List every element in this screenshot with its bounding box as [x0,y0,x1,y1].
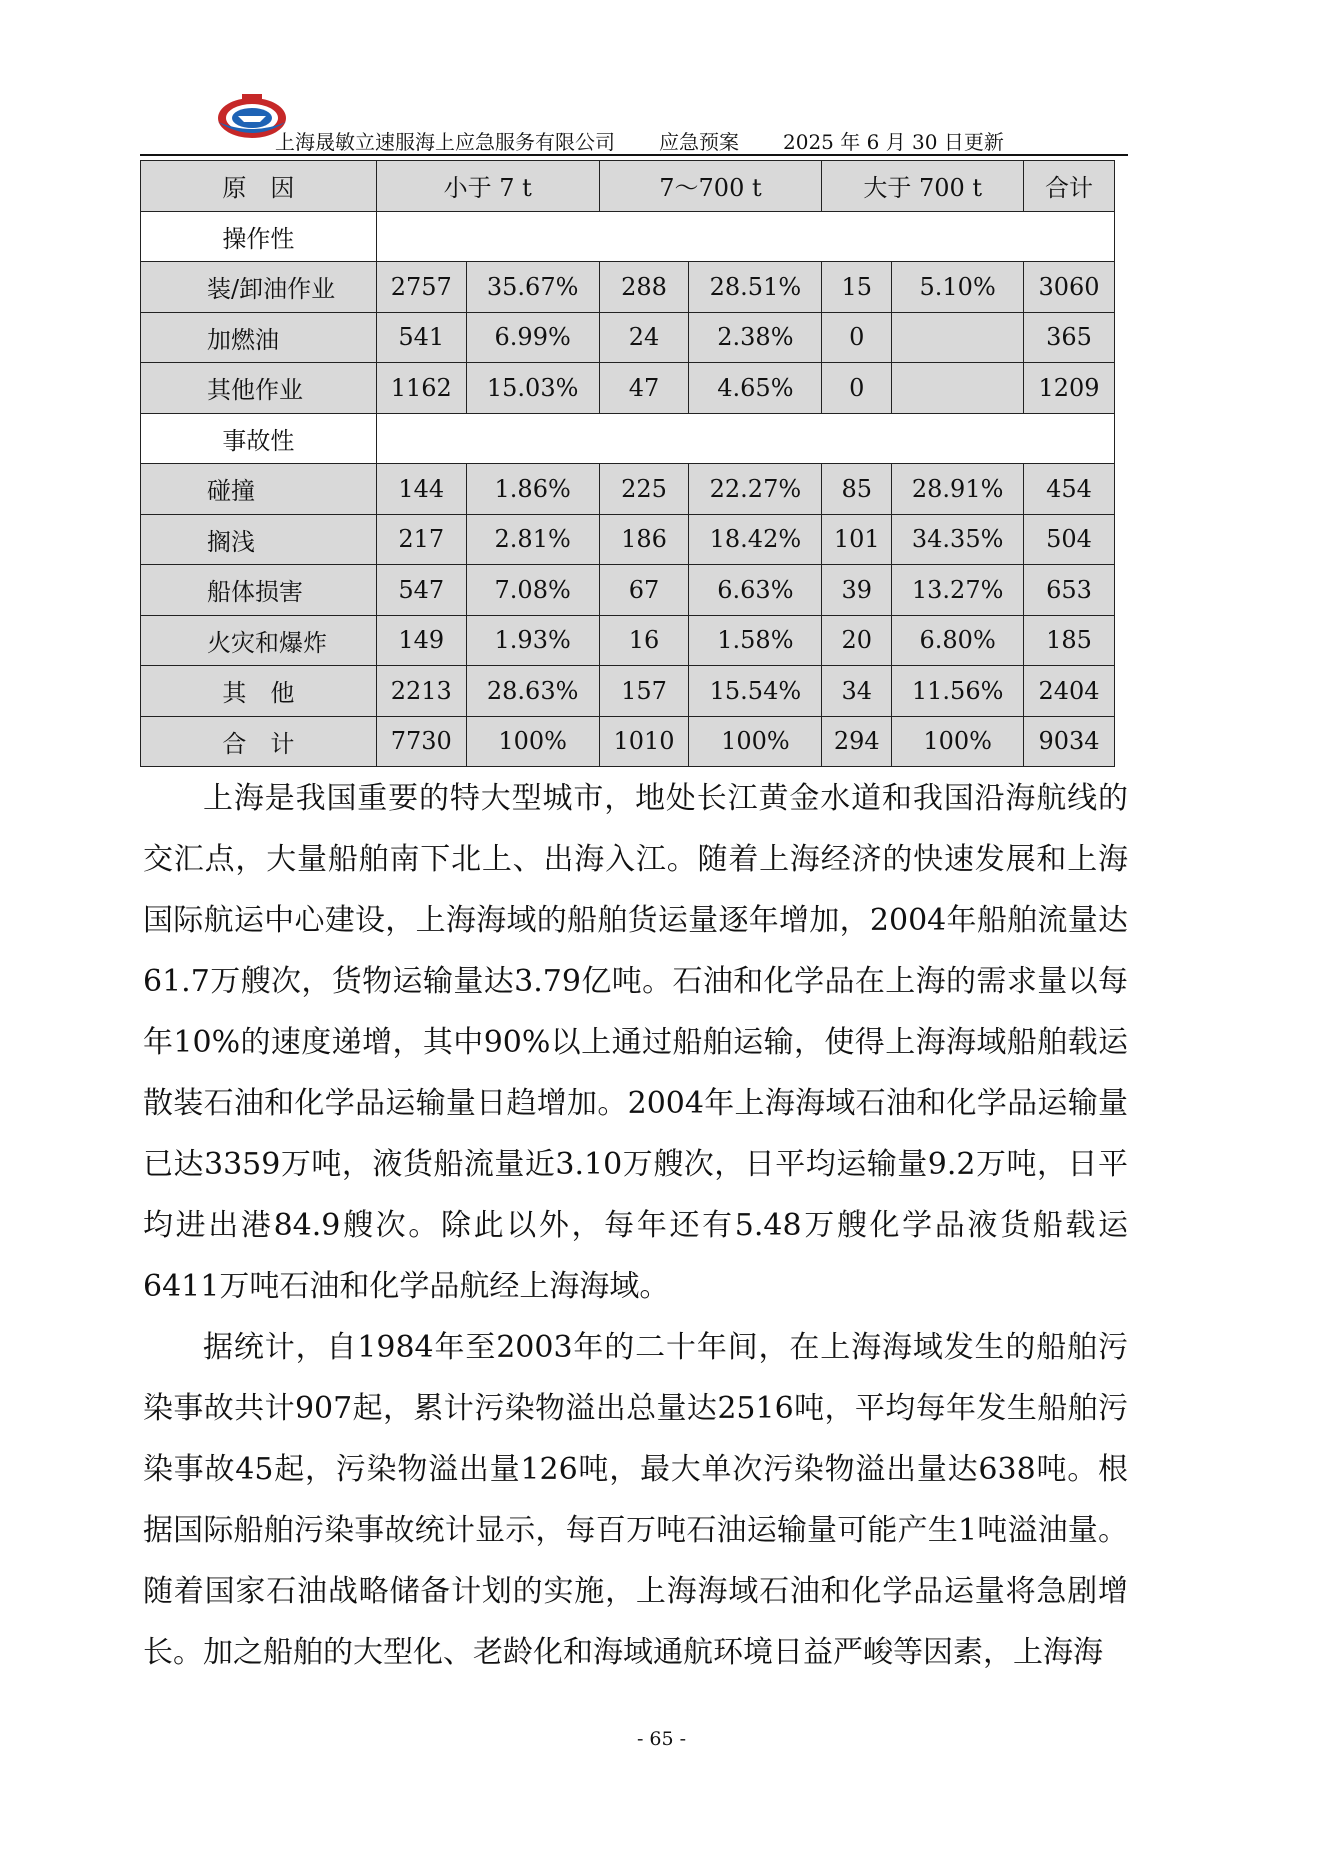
table-cell: 2.38% [689,312,822,363]
table-cell: 28.91% [892,464,1024,515]
table-cell: 100% [466,716,599,767]
table-cell: 185 [1024,615,1115,666]
table-cell: 653 [1024,565,1115,616]
table-cell: 288 [599,262,689,313]
body-text [143,768,1128,1683]
table-cell: 3060 [1024,262,1115,313]
table-cell: 85 [822,464,892,515]
row-label: 碰撞 [141,464,377,515]
row-label: 加燃油 [141,312,377,363]
table-cell: 294 [822,716,892,767]
header-cell: 合计 [1024,161,1115,212]
table-row [141,565,1115,616]
table-cell: 34 [822,666,892,717]
table-cell: 547 [376,565,466,616]
table-cell: 149 [376,615,466,666]
table-cell: 225 [599,464,689,515]
table-cell: 18.42% [689,514,822,565]
table-cell: 15 [822,262,892,313]
table-cell: 2757 [376,262,466,313]
table-cell: 1.86% [466,464,599,515]
table-row [141,464,1115,515]
table-cell: 35.67% [466,262,599,313]
table-cell: 1.58% [689,615,822,666]
row-label: 火灾和爆炸 [141,615,377,666]
table-cell: 39 [822,565,892,616]
header-cell: 小于 7 t [376,161,599,212]
header-company: 上海晟敏立速服海上应急服务有限公司 [275,130,615,154]
table-cell: 0 [822,312,892,363]
table-cell: 2404 [1024,666,1115,717]
table-cell: 1010 [599,716,689,767]
group-empty-cell [376,211,1114,262]
table-cell: 101 [822,514,892,565]
table-cell: 7730 [376,716,466,767]
header-cell: 7～700 t [599,161,822,212]
table-group-row [141,211,1115,262]
table-cell: 504 [1024,514,1115,565]
table-cell: 28.63% [466,666,599,717]
header-doc-type: 应急预案 [659,130,739,154]
table-cell: 100% [689,716,822,767]
table-row [141,615,1115,666]
page-number: - 65 - [636,1728,687,1750]
table-row [141,514,1115,565]
table-cell: 6.99% [466,312,599,363]
row-label: 装/卸油作业 [141,262,377,313]
table-header-row [141,161,1115,212]
table-cell: 11.56% [892,666,1024,717]
row-label: 其他作业 [141,363,377,414]
table-row [141,716,1115,767]
table-group-row [141,413,1115,464]
table-cell: 7.08% [466,565,599,616]
header-cell: 大于 700 t [822,161,1024,212]
group-label: 事故性 [141,413,377,464]
table-cell: 157 [599,666,689,717]
table-cell: 4.65% [689,363,822,414]
table-cell: 100% [892,716,1024,767]
table-cell: 67 [599,565,689,616]
table-cell: 2.81% [466,514,599,565]
table-row [141,666,1115,717]
row-label: 船体损害 [141,565,377,616]
table-cell: 2213 [376,666,466,717]
header-update-date: 2025 年 6 月 30 日更新 [783,130,1004,154]
statistics-table [140,160,1115,767]
table-cell: 454 [1024,464,1115,515]
table-cell: 1.93% [466,615,599,666]
table-cell: 6.63% [689,565,822,616]
group-empty-cell [376,413,1114,464]
table-row [141,262,1115,313]
table-cell: 186 [599,514,689,565]
table-cell: 365 [1024,312,1115,363]
page-header [275,126,1004,155]
table-cell: 13.27% [892,565,1024,616]
table-cell: 20 [822,615,892,666]
table-cell: 9034 [1024,716,1115,767]
table-cell: 47 [599,363,689,414]
table-cell: 15.03% [466,363,599,414]
row-label: 其 他 [141,666,377,717]
table-cell [892,363,1024,414]
table-cell: 5.10% [892,262,1024,313]
table-cell: 16 [599,615,689,666]
table-cell: 6.80% [892,615,1024,666]
table-cell: 144 [376,464,466,515]
table-cell: 15.54% [689,666,822,717]
table-cell: 1162 [376,363,466,414]
table-cell [892,312,1024,363]
table-cell: 1209 [1024,363,1115,414]
table-row [141,312,1115,363]
paragraph: 上海是我国重要的特大型城市，地处长江黄金水道和我国沿海航线的交汇点，大量船舶南下北上、出海入江。随着上海经济的快速发展和上海国际航运中心建设，上海海域的船舶货运量逐年增加，2004年船舶流量达61.7万艘次，货物运输量达3.79亿吨。石油和化学品在上海的需求量以每年10%的速度递增，其中90%以上通过船舶运输，使得上海海域船舶载运散装石油和化学品运输量日趋增加。2004年上海海域石油和化学品运输量已达3359万吨，液货船流量近3.10万艘次，日平均运输量9.2万吨，日平均进出港84.9艘次。除此以外，每年还有5.48万艘化学品液货船载运6411万吨石油和化学品航经上海海域。 [143,781,1128,1304]
table-cell: 34.35% [892,514,1024,565]
table-cell: 0 [822,363,892,414]
paragraph: 据统计，自1984年至2003年的二十年间，在上海海域发生的船舶污染事故共计907起，累计污染物溢出总量达2516吨，平均每年发生船舶污染事故45起，污染物溢出量126吨，最大单次污染物溢出量达638吨。根据国际船舶污染事故统计显示，每百万吨石油运输量可能产生1吨溢油量。随着国家石油战略储备计划的实施，上海海域石油和化学品运量将急剧增长。加之船舶的大型化、老龄化和海域通航环境日益严峻等因素，上海海 [143,1330,1128,1670]
table-cell: 24 [599,312,689,363]
table-cell: 22.27% [689,464,822,515]
table-cell: 28.51% [689,262,822,313]
row-label: 搁浅 [141,514,377,565]
table-cell: 217 [376,514,466,565]
table-cell: 541 [376,312,466,363]
header-rule [140,154,1128,156]
row-label: 合 计 [141,716,377,767]
header-cell: 原 因 [141,161,377,212]
group-label: 操作性 [141,211,377,262]
table-row [141,363,1115,414]
